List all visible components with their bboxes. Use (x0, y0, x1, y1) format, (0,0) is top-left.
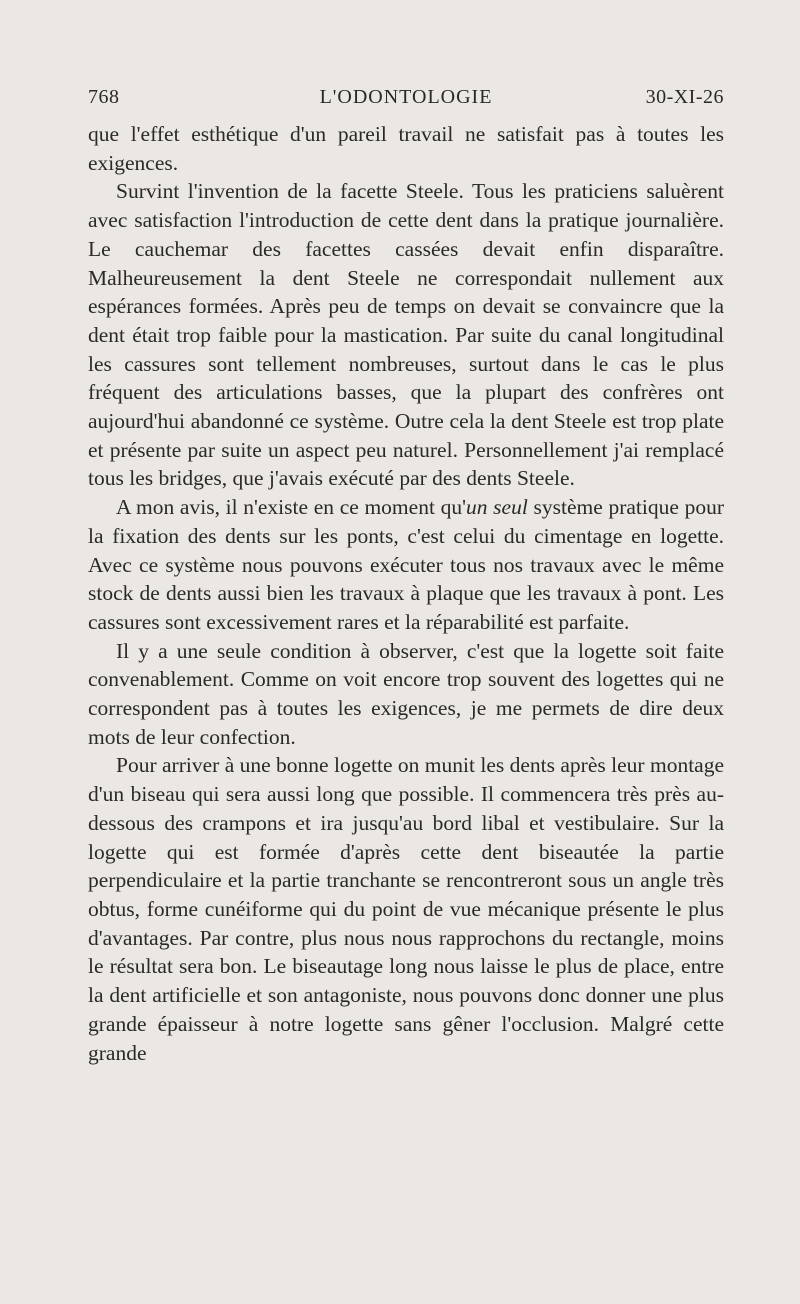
emphasized-phrase: un seul (466, 495, 528, 520)
article-body (88, 120, 724, 1067)
paragraph-3-text-after: système pratique pour la fixation des dents sur les ponts, c'est celui du cimentage en logette. Avec ce système nous pouvons exécuter tous nos travaux avec le même stock de dents aussi bien les travaux à plaque que les travaux à pont. Les cassures sont excessivement rares et la réparabilité est parfaite. (88, 495, 725, 634)
paragraph-3-text-before: A mon avis, il n'existe en ce moment qu' (116, 495, 466, 520)
paragraph-4: Il y a une seule condition à observer, c'est que la logette soit faite convenablement. Comme on voit encore trop souvent des logettes qui ne correspondent pas à toutes les exigences, je me permets de dire deux mots de leur confection. (88, 638, 724, 749)
issue-date: 30-XI-26 (645, 86, 724, 108)
page-header (88, 86, 724, 118)
paragraph-3 (88, 493, 724, 637)
paragraph-1: que l'effet esthétique d'un pareil travail ne satisfait pas à toutes les exigences. (88, 122, 724, 175)
running-title: L'ODONTOLOGIE (319, 86, 493, 108)
paragraph-5: Pour arriver à une bonne logette on munit les dents après leur montage d'un biseau qui sera aussi long que possible. Il commencera très près au-dessous des crampons et ira jusqu'au bord libal et vestibulaire. Sur la logette qui est formée d'après cette dent biseautée la partie perpendiculaire et la partie tranchante se rencontreront sous un angle très obtus, forme cunéiforme qui du point de vue mécanique présente le plus d'avantages. Par contre, plus nous nous rapprochons du rectangle, moins le résultat sera bon. Le biseautage long nous laisse le plus de place, entre la dent artificielle et son antagoniste, nous pouvons donc donner une plus grande épaisseur à notre logette sans gêner l'occlusion. Malgré cette grande (88, 753, 724, 1065)
page-number: 768 (88, 86, 120, 108)
paragraph-2: Survint l'invention de la facette Steele. Tous les praticiens saluèrent avec satisfaction l'introduction de cette dent dans la pratique journalière. Le cauchemar des facettes cassées devait enfin disparaître. Malheureusement la dent Steele ne correspondait nullement aux espérances formées. Après peu de temps on devait se convaincre que la dent était trop faible pour la mastication. Par suite du canal longitudinal les cassures sont tellement nombreuses, surtout dans le cas le plus fréquent des articulations basses, que la plupart des confrères ont aujourd'hui abandonné ce système. Outre cela la dent Steele est trop plate et présente par suite un aspect peu naturel. Personnellement j'ai remplacé tous les bridges, que j'avais exécuté par des dents Steele. (88, 179, 724, 491)
